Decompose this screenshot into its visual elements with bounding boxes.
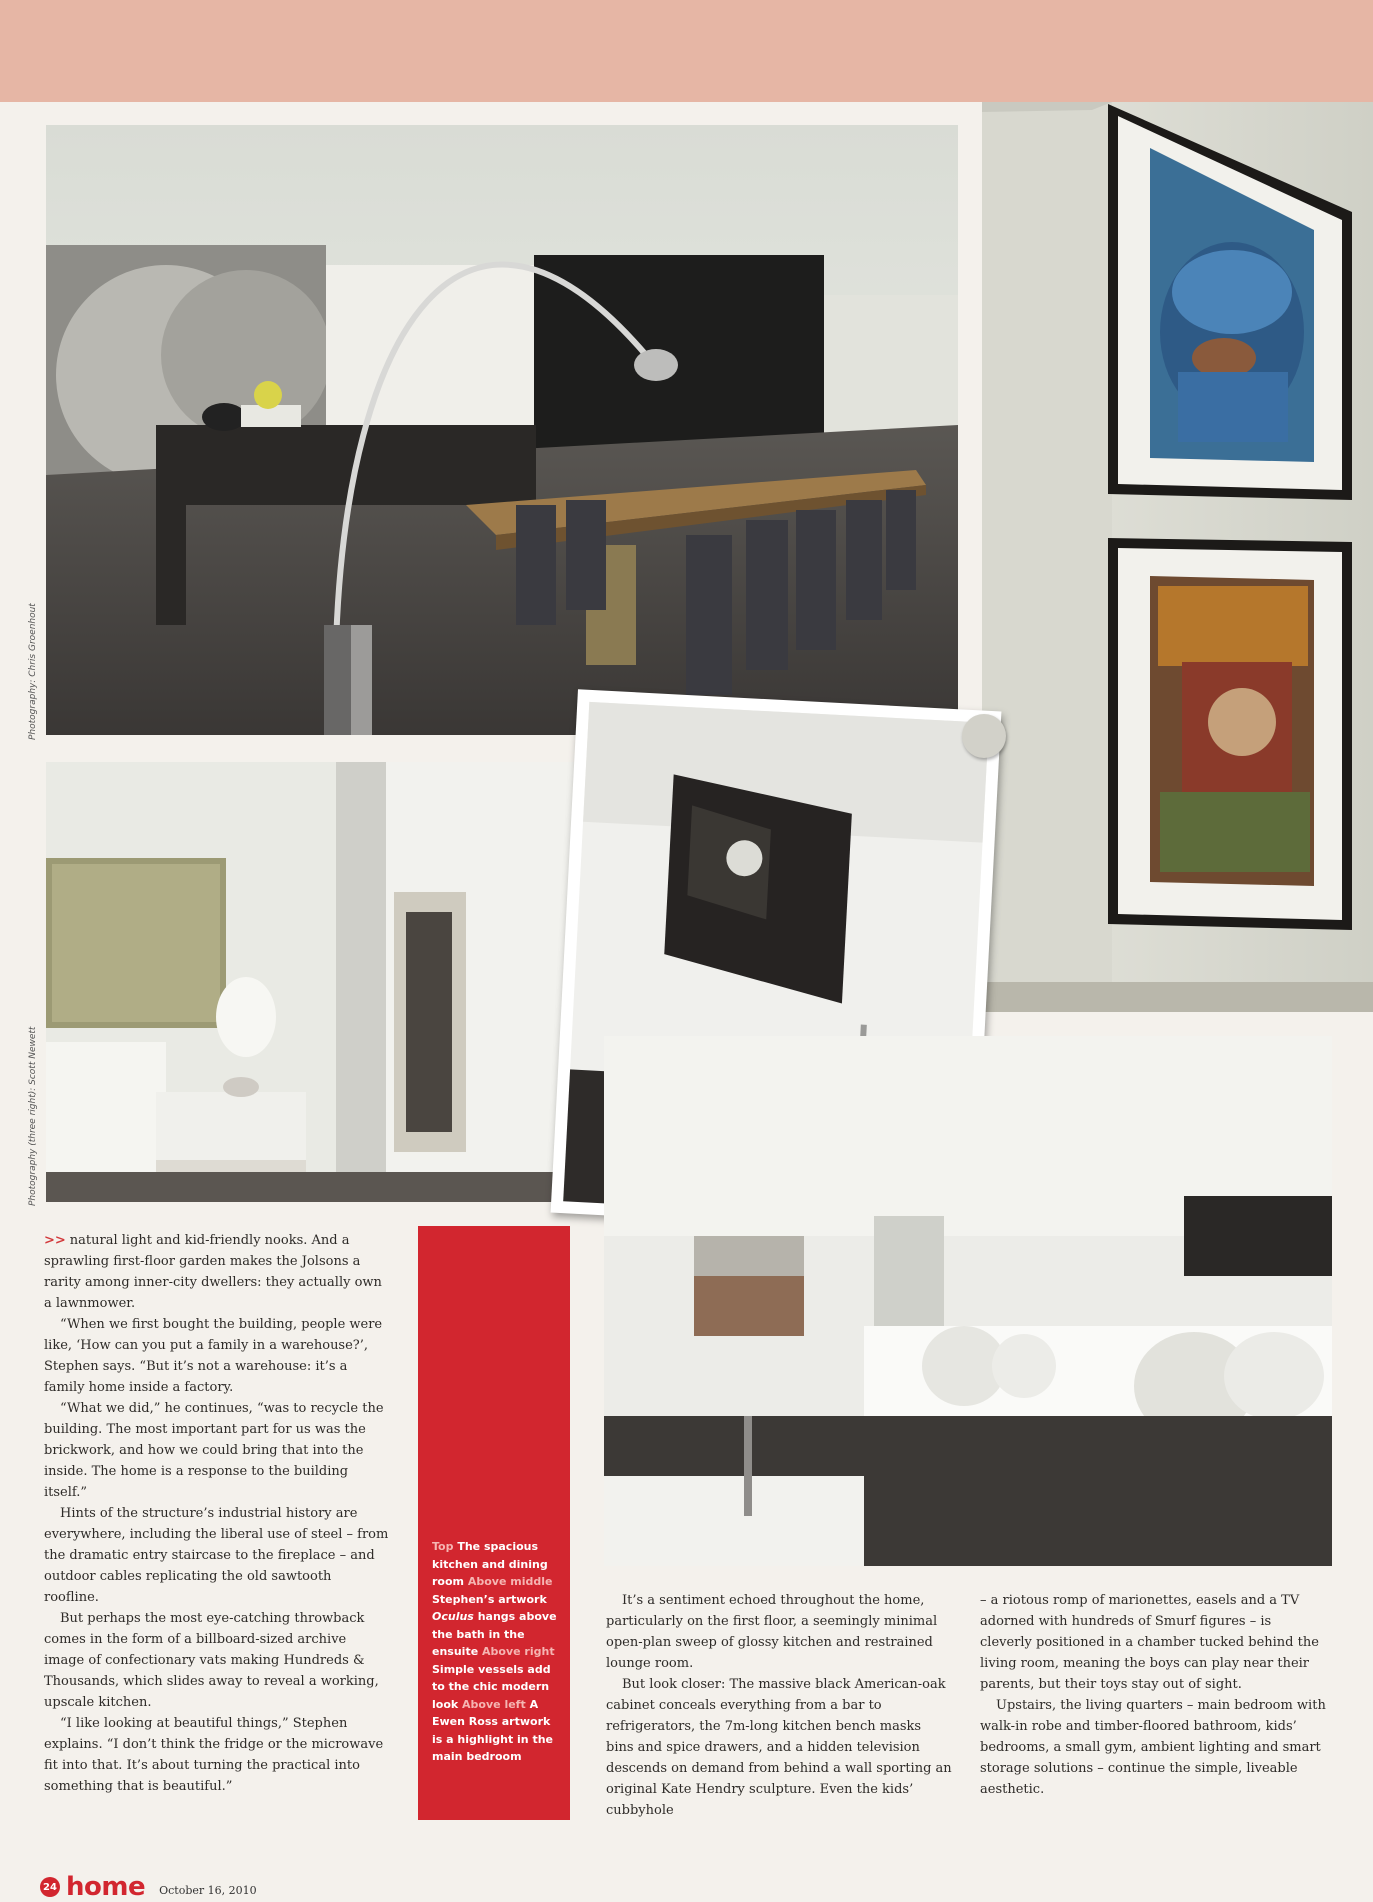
page-number: 24 [40, 1877, 60, 1897]
pushpin-icon [962, 714, 1006, 758]
photo-caption: Top The spacious kitchen and dining room Above middle Stephen’s artwork Oculus hangs above the bath in the ensuite Above right Simple vessels add to the chic modern look Above left A Ewen Ross artwork is a highlight in the main bedroom [432, 1540, 557, 1763]
paragraph: But perhaps the most eye-catching throwback comes in the form of a billboard-sized archive image of confectionary vats making Hundreds & Thousands, which slides away to reveal a working, upscale kitchen. [44, 1611, 379, 1710]
page-footer [40, 1872, 257, 1902]
photo-vessels-bathroom [604, 1036, 1332, 1566]
issue-date: October 16, 2010 [159, 1883, 257, 1897]
photo-credit-bottom: Photography (three right): Scott Newett [28, 1026, 38, 1206]
photo-main-bedroom [46, 762, 582, 1202]
paragraph: “What we did,” he continues, “was to recycle the building. The most important part for us was the brickwork, and how we could bring that into the inside. The home is a response to the building itself.” [44, 1401, 384, 1500]
body-column-2 [606, 1590, 952, 1821]
body-column-3 [980, 1590, 1326, 1800]
continuation-arrow-icon: >> [44, 1233, 66, 1248]
paragraph: Hints of the structure’s industrial history are everywhere, including the liberal use of steel – from the dramatic entry staircase to the fireplace – and outdoor cables replicating the old sawtooth roofline. [44, 1506, 389, 1605]
paragraph: >> natural light and kid-friendly nooks. And a sprawling first-floor garden makes the Jolsons a rarity among inner-city dwellers: they actually own a lawnmower. [44, 1233, 382, 1311]
paragraph: “I like looking at beautiful things,” Stephen explains. “I don’t think the fridge or the microwave fit into that. It’s about turning the practical into something that is beautiful.” [44, 1716, 384, 1794]
paragraph: But look closer: The massive black American-oak cabinet conceals everything from a bar to refrigerators, the 7m-long kitchen bench masks bins and spice drawers, and a hidden television descends on demand from behind a wall sporting an original Kate Hendry sculpture. Even the kids’ cubbyhole [606, 1677, 952, 1818]
photo-credit-top: Photography: Chris Groenhout [28, 603, 38, 740]
photo-kitchen-dining [46, 125, 958, 735]
magazine-brand: home [66, 1872, 146, 1902]
paragraph: “When we first bought the building, people were like, ‘How can you put a family in a warehouse?’, Stephen says. “But it’s not a warehouse: it’s a family home inside a factory. [44, 1317, 383, 1395]
paragraph: Upstairs, the living quarters – main bedroom with walk-in robe and timber-floored bathroom, kids’ bedrooms, a small gym, ambient lighting and smart storage solutions – continue the simple, liveable aesthetic. [980, 1698, 1326, 1797]
paragraph: – a riotous romp of marionettes, easels and a TV adorned with hundreds of Smurf figures – is cleverly positioned in a chamber tucked behind the living room, meaning the boys can play near their parents, but their toys stay out of sight. [980, 1593, 1319, 1692]
photo-hallway-artworks [982, 102, 1373, 1012]
body-column-1 [44, 1230, 390, 1797]
page-top-band [0, 0, 1373, 102]
paragraph: It’s a sentiment echoed throughout the home, particularly on the first floor, a seemingly minimal open-plan sweep of glossy kitchen and restrained lounge room. [606, 1593, 938, 1671]
